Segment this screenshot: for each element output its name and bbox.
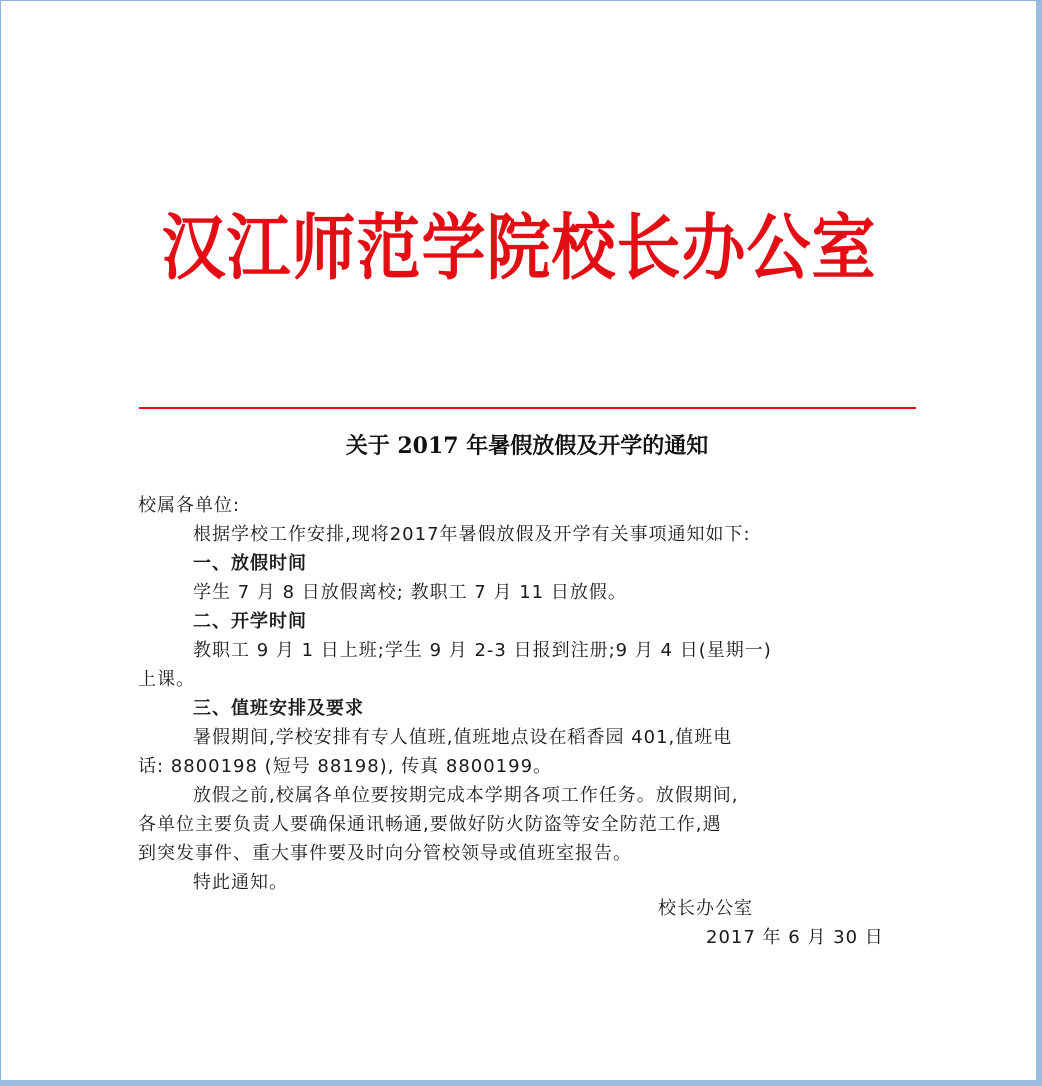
salutation: 校属各单位: — [138, 495, 241, 516]
section-heading-duty: 三、值班安排及要求 — [193, 698, 364, 719]
document-page — [1, 1, 1037, 1081]
signature-office: 校长办公室 — [658, 898, 753, 919]
notice-body — [138, 491, 918, 897]
signature-date: 2017 年 6 月 30 日 — [706, 927, 884, 948]
duty-paragraph-line2: 话: 8800198 (短号 88198), 传真 8800199。 — [138, 756, 553, 777]
section-text-vacation-time: 学生 7 月 8 日放假离校; 教职工 7 月 11 日放假。 — [193, 582, 627, 603]
duty-paragraph-line1: 暑假期间,学校安排有专人值班,值班地点设在稻香园 401,值班电 — [193, 727, 733, 748]
red-divider-line — [139, 407, 916, 409]
requirements-paragraph-line2: 各单位主要负责人要确保通讯畅通,要做好防火防盗等安全防范工作,遇 — [138, 814, 722, 835]
intro-paragraph: 根据学校工作安排,现将2017年暑假放假及开学有关事项通知如下: — [193, 524, 751, 545]
section-heading-school-start: 二、开学时间 — [193, 611, 307, 632]
requirements-paragraph-line1: 放假之前,校属各单位要按期完成本学期各项工作任务。放假期间, — [193, 785, 739, 806]
requirements-paragraph-line3: 到突发事件、重大事件要及时向分管校领导或值班室报告。 — [138, 843, 632, 864]
closing-remark: 特此通知。 — [193, 872, 288, 893]
notice-title: 关于 2017 年暑假放假及开学的通知 — [345, 433, 709, 459]
section-heading-vacation-time: 一、放假时间 — [193, 553, 307, 574]
section-text-school-start-line1: 教职工 9 月 1 日上班;学生 9 月 2-3 日报到注册;9 月 4 日(星期一) — [193, 640, 772, 661]
section-text-school-start-line2: 上课。 — [138, 669, 195, 690]
masthead-title: 汉江师范学院校长办公室 — [161, 206, 877, 291]
